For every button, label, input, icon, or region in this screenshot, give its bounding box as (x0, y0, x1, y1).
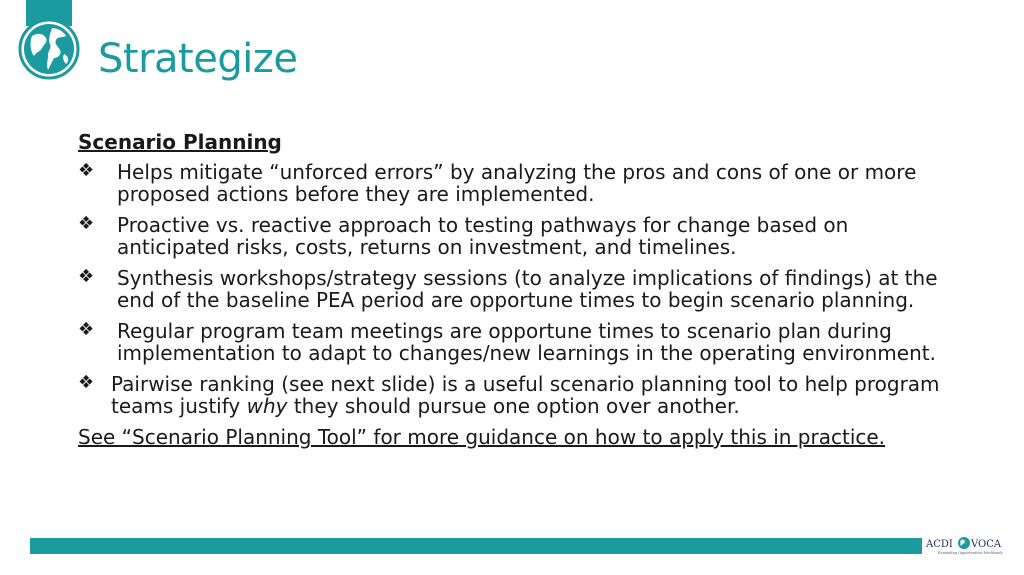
diamond-bullet-icon: ❖ (78, 213, 95, 234)
footer-accent-bar (30, 538, 922, 554)
slide-body (78, 131, 948, 448)
bullet-item (78, 373, 948, 417)
globe-icon (18, 18, 80, 80)
scenario-tool-link[interactable]: See “Scenario Planning Tool” for more guidance on how to apply this in practice. (78, 425, 886, 449)
svg-text:ACDI: ACDI (926, 539, 953, 550)
bullet-item (78, 320, 948, 364)
bullet-item (78, 161, 948, 205)
bullet-text: Synthesis workshops/strategy sessions (to analyze implications of findings) at the end of the baseline PEA period are opportune times to begin scenario planning. (117, 266, 938, 312)
svg-text:VOCA: VOCA (971, 539, 1002, 550)
svg-text:Expanding Opportunities Worldw: Expanding Opportunities Worldwide (938, 551, 1003, 555)
diamond-bullet-icon: ❖ (78, 319, 95, 340)
bullet-item (78, 267, 948, 311)
diamond-bullet-icon: ❖ (78, 372, 95, 393)
acdi-voca-logo (924, 535, 1004, 557)
bullet-text: Helps mitigate “unforced errors” by analyzing the pros and cons of one or more proposed actions before they are implemented. (117, 160, 917, 206)
bullet-text: Regular program team meetings are opportune times to scenario plan during implementation to adapt to changes/new learnings in the operating environment. (117, 319, 936, 365)
diamond-bullet-icon: ❖ (78, 160, 95, 181)
emphasis-text: why (246, 394, 288, 418)
bullet-text: Proactive vs. reactive approach to testing pathways for change based on anticipated risks, costs, returns on investment, and timelines. (117, 213, 849, 259)
section-heading: Scenario Planning (78, 130, 282, 154)
bullet-text: Pairwise ranking (see next slide) is a useful scenario planning tool to help program teams justify why they should pursue one option over another. (111, 372, 940, 418)
diamond-bullet-icon: ❖ (78, 266, 95, 287)
slide-title: Strategize (98, 36, 298, 82)
bullet-item (78, 214, 948, 258)
